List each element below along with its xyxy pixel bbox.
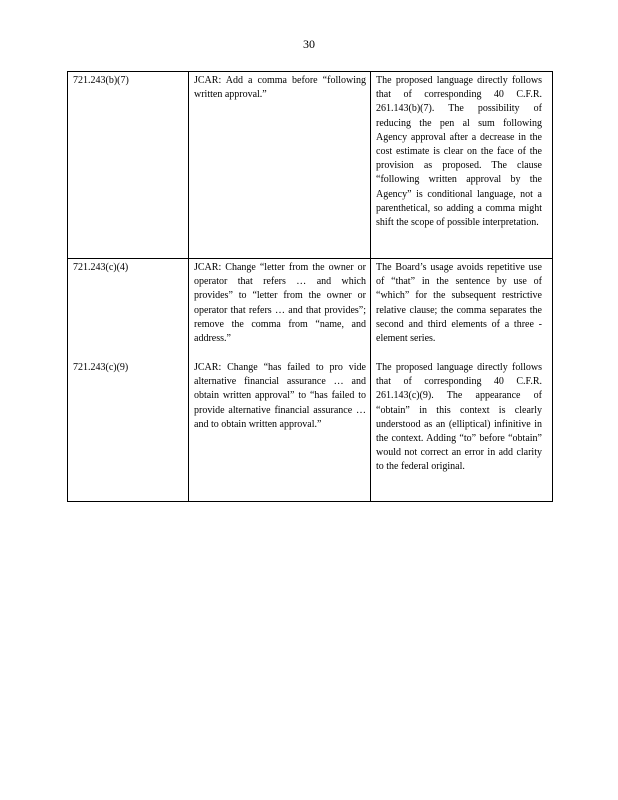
section-reference: 721.243(c)(9)	[73, 362, 129, 373]
page-number: 30	[303, 37, 315, 51]
suggestion-text: JCAR: Add a comma before “following written approval.”	[194, 75, 366, 101]
section-reference: 721.243(c)(4)	[73, 262, 129, 273]
section-reference: 721.243(b)(7)	[73, 75, 129, 86]
table-row	[68, 259, 553, 502]
suggestion-cell	[189, 72, 371, 259]
suggestion-cell	[189, 259, 371, 502]
response-cell	[371, 72, 553, 259]
suggestion-text: JCAR: Change “letter from the owner or operator that refers … and which provides” to “letter from the owner or operator that refers … and that provides”; remove the comma from “name, and address.”	[194, 262, 366, 345]
suggestion-text: JCAR: Change “has failed to pro vide alternative financial assurance … and obtain written approval” to “has failed to provide alternative financial assurance … and to obtain written approval.”	[194, 362, 366, 430]
response-text: The Board’s usage avoids repetitive use of “that” in the sentence by use of “which” for the subsequent restrictive relative clause; the comma separates the second and third elements of a three -element series.	[376, 262, 542, 345]
response-text: The proposed language directly follows that of corresponding 40 C.F.R. 261.143(c)(9). The appearance of “obtain” in this context is clearly understood as an (elliptical) infinitive in the context. Adding “to” before “obtain” would not correct an error in add clarity to the federal original.	[376, 362, 542, 473]
response-text: The proposed language directly follows that of corresponding 40 C.F.R. 261.143(b)(7). The possibility of reducing the pen al sum following Agency approval after a decrease in the cost estimate is clear on the face of the provision as proposed. The clause “following written approval by the Agency” is conditional language, not a parenthetical, so adding a comma might shift the scope of possible interpretation.	[376, 75, 542, 229]
section-cell	[68, 72, 189, 259]
section-cell	[68, 259, 189, 502]
response-cell	[371, 259, 553, 502]
table-row	[68, 72, 553, 259]
comment-response-table	[67, 71, 553, 502]
